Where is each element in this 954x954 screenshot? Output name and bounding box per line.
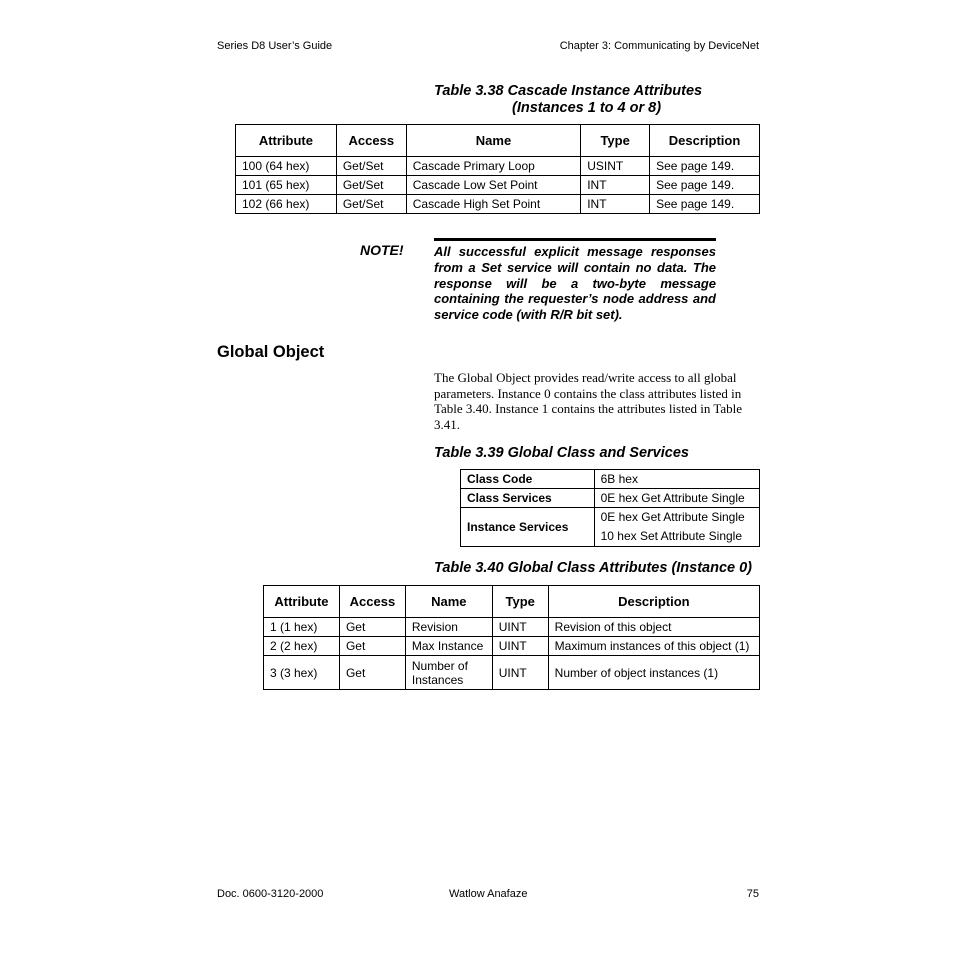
col-header-description: Description xyxy=(548,586,759,618)
cell: Revision xyxy=(405,618,492,637)
cell: 2 (2 hex) xyxy=(264,637,340,656)
cell: 1 (1 hex) xyxy=(264,618,340,637)
cell: Get xyxy=(339,656,405,690)
table-row xyxy=(461,489,760,508)
table-row xyxy=(236,157,760,176)
cell: USINT xyxy=(581,157,650,176)
table-row xyxy=(236,176,760,195)
header-right: Chapter 3: Communicating by DeviceNet xyxy=(559,40,759,52)
cell: 3 (3 hex) xyxy=(264,656,340,690)
cell: Number of Instances xyxy=(405,656,492,690)
cell: See page 149. xyxy=(650,176,760,195)
note-text: All successful explicit message responses from a Set service will contain no data. The response will be a two-byte message containing the requester’s node address and service code (with R/R bit set). xyxy=(434,238,716,323)
col-header-type: Type xyxy=(492,586,548,618)
cell: 101 (65 hex) xyxy=(236,176,337,195)
cell: Max Instance xyxy=(405,637,492,656)
section-heading: Global Object xyxy=(217,343,325,361)
cell: See page 149. xyxy=(650,157,760,176)
col-header-access: Access xyxy=(336,125,406,157)
col-header-name: Name xyxy=(406,125,580,157)
cell: Maximum instances of this object (1) xyxy=(548,637,759,656)
cell: 6B hex xyxy=(594,470,759,489)
cell: Get/Set xyxy=(336,195,406,214)
row-label-class-services: Class Services xyxy=(461,489,595,508)
cell: Cascade Low Set Point xyxy=(406,176,580,195)
col-header-attribute: Attribute xyxy=(264,586,340,618)
table-row xyxy=(264,618,760,637)
table-339 xyxy=(460,469,760,547)
cell: 102 (66 hex) xyxy=(236,195,337,214)
footer-left: Doc. 0600-3120-2000 xyxy=(217,888,324,900)
cell: INT xyxy=(581,195,650,214)
table-row xyxy=(461,470,760,489)
cell: See page 149. xyxy=(650,195,760,214)
footer-center: Watlow Anafaze xyxy=(449,888,528,900)
col-header-description: Description xyxy=(650,125,760,157)
cell xyxy=(594,508,759,547)
table-row xyxy=(264,656,760,690)
cell: UINT xyxy=(492,656,548,690)
table-340 xyxy=(263,585,760,690)
table-340-caption: Table 3.40 Global Class Attributes (Instance 0) xyxy=(434,560,753,576)
col-header-access: Access xyxy=(339,586,405,618)
cell: Cascade Primary Loop xyxy=(406,157,580,176)
table-338-caption-line1: Table 3.38 Cascade Instance Attributes xyxy=(434,83,703,99)
table-row xyxy=(264,637,760,656)
table-338-caption-line2: (Instances 1 to 4 or 8) xyxy=(512,100,662,116)
cell: 100 (64 hex) xyxy=(236,157,337,176)
cell: 0E hex Get Attribute Single xyxy=(594,489,759,508)
cell: Cascade High Set Point xyxy=(406,195,580,214)
cell: Get xyxy=(339,637,405,656)
table-338 xyxy=(235,124,760,214)
col-header-attribute: Attribute xyxy=(236,125,337,157)
table-339-caption: Table 3.39 Global Class and Services xyxy=(434,445,689,461)
table-header-row xyxy=(236,125,760,157)
page-number: 75 xyxy=(746,888,759,900)
cell: Revision of this object xyxy=(548,618,759,637)
col-header-type: Type xyxy=(581,125,650,157)
cell: Get/Set xyxy=(336,157,406,176)
header-left: Series D8 User’s Guide xyxy=(217,40,333,52)
section-paragraph: The Global Object provides read/write access to all global parameters. Instance 0 contains the class attributes listed in Table 3.40. Instance 1 contains the attributes listed in Table 3.41. xyxy=(434,370,743,433)
note-label: NOTE! xyxy=(360,242,404,258)
table-header-row xyxy=(264,586,760,618)
table-row xyxy=(236,195,760,214)
cell: Get/Set xyxy=(336,176,406,195)
row-label-class-code: Class Code xyxy=(461,470,595,489)
service-line: 10 hex Set Attribute Single xyxy=(600,529,743,543)
cell: Number of object instances (1) xyxy=(548,656,759,690)
cell: UINT xyxy=(492,618,548,637)
table-row xyxy=(461,508,760,547)
cell: UINT xyxy=(492,637,548,656)
row-label-instance-services: Instance Services xyxy=(461,508,595,547)
cell: INT xyxy=(581,176,650,195)
col-header-name: Name xyxy=(405,586,492,618)
cell: Get xyxy=(339,618,405,637)
service-line: 0E hex Get Attribute Single xyxy=(600,510,745,524)
